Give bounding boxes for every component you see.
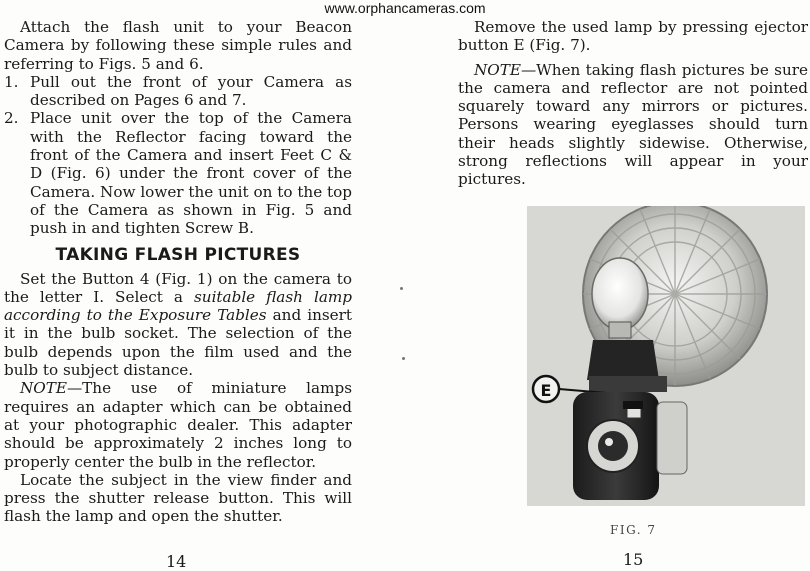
page-number-right: 15: [623, 550, 644, 569]
section-heading: TAKING FLASH PICTURES: [55, 244, 301, 265]
note-paragraph: [4, 379, 352, 470]
step-text: Pull out the front of your Camera as described on Pages 6 and 7.: [30, 72, 352, 110]
flash-setup-paragraph: [4, 270, 352, 380]
italic-text: suitable flash lamp according to the Exposure Tables: [4, 287, 352, 325]
figure-caption: FIG. 7: [610, 523, 657, 537]
flash-holder-icon: [587, 340, 659, 380]
step-item: [4, 73, 352, 110]
print-speck: [400, 287, 403, 290]
site-url: www.orphancameras.com: [324, 0, 486, 16]
note-label: NOTE: [20, 379, 67, 398]
print-speck: [402, 357, 405, 360]
page-number-left: 14: [166, 552, 187, 571]
note-text: —When taking flash pictures be sure the camera and reflector are not pointed squarely toward any mirrors or pictures. Persons wearing eyeglasses should turn their heads slightly sidewise. Otherwise, strong reflections will appear in your pictures.: [458, 60, 808, 189]
step-text: Place unit over the top of the Camera with the Reflector facing toward the front of the Camera and insert Feet C & D (Fig. 6) under the front cover of the Camera. Now lower the unit on to the top of the Camera as shown in Fig. 5 and push in and tighten Screw B.: [30, 109, 352, 238]
note-label: NOTE: [474, 60, 521, 79]
step-number: 1.: [4, 72, 19, 91]
shutter-paragraph: Locate the subject in the view finder and press the shutter release button. This will flash the lamp and open the shutter.: [4, 470, 352, 526]
text-run: Set the Button 4 (Fig. 1) on the camera to the letter I. Select a: [4, 269, 352, 306]
right-page: [458, 18, 808, 189]
flash-bulb-icon: [592, 258, 648, 330]
note-text: —The use of miniature lamps requires an adapter which can be obtained at your photographic dealer. This adapter should be approximately 2 inches long to properly center the bulb in the reflector.: [4, 379, 352, 471]
step-number: 2.: [4, 109, 19, 128]
note-paragraph: [458, 61, 808, 189]
remove-lamp-paragraph: Remove the used lamp by pressing ejector button E (Fig. 7).: [458, 18, 808, 55]
intro-paragraph: Attach the flash unit to your Beacon Camera by following these simple rules and referring to Figs. 5 and 6.: [4, 18, 352, 73]
callout-label: E: [540, 381, 552, 400]
text-run: and insert it in the bulb socket. The selection of the bulb depends upon the film used and the bulb to subject distance.: [4, 306, 352, 380]
left-page: [4, 18, 352, 526]
step-item: [4, 109, 352, 237]
camera-flash-photo: [527, 206, 805, 506]
instruction-steps: [4, 73, 352, 238]
